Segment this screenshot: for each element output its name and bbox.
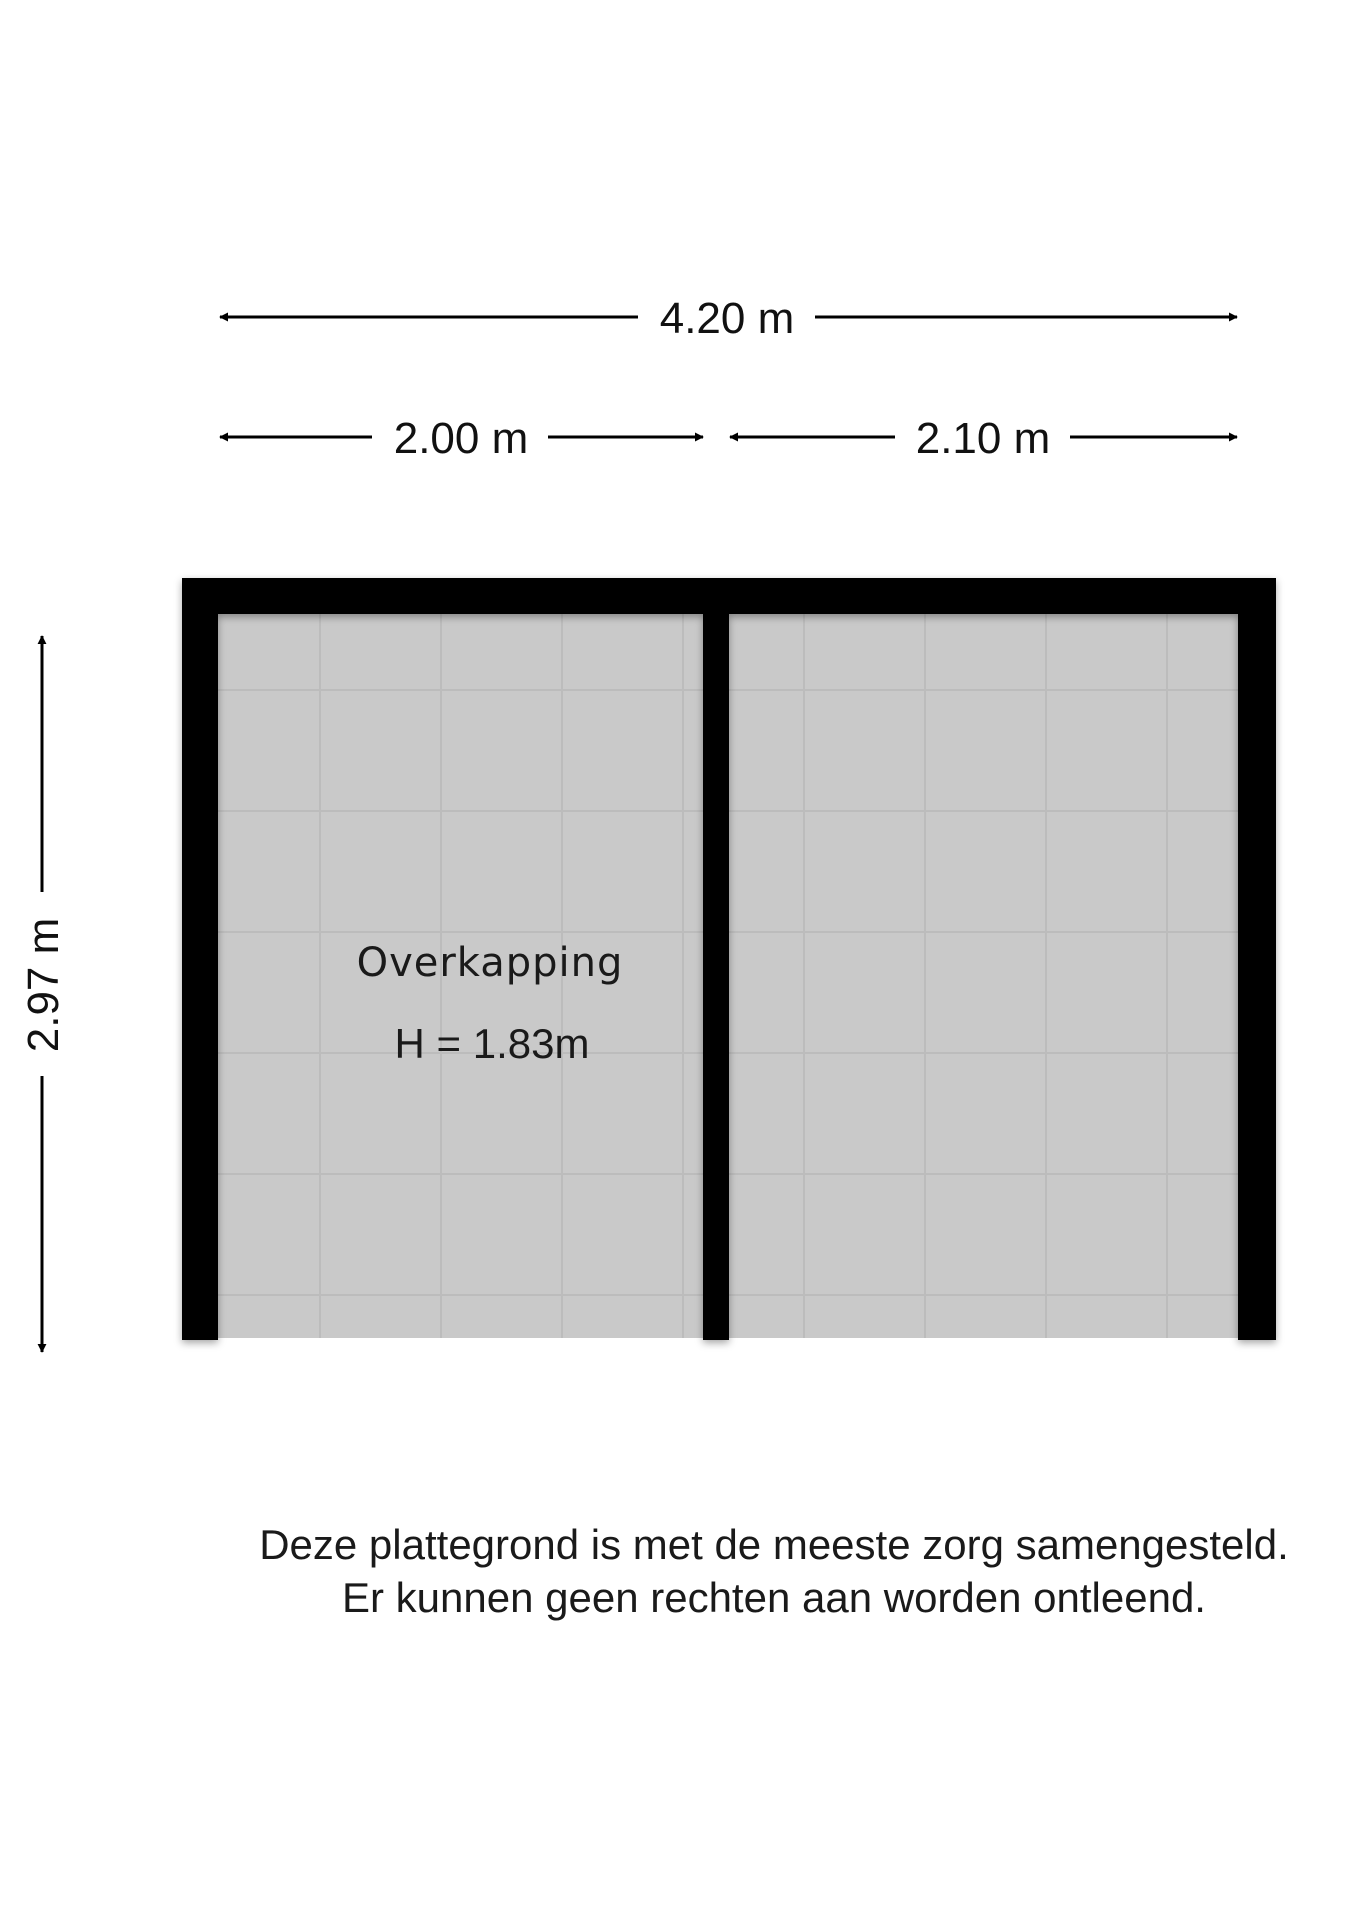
right-width-label: 2.10 m — [915, 414, 1051, 463]
right-wall — [1238, 578, 1276, 1340]
right-width-dimension — [730, 414, 1237, 463]
left-width-dimension — [220, 414, 703, 463]
room-height: H = 1.83m — [394, 1020, 590, 1067]
disclaimer — [0, 1518, 1358, 1624]
left-width-label: 2.00 m — [393, 414, 529, 463]
disclaimer-line-2: Er kunnen geen rechten aan worden ontleend. — [342, 1574, 1206, 1621]
left-wall — [182, 578, 218, 1340]
middle-wall — [703, 578, 729, 1340]
height-dimension — [19, 636, 68, 1352]
total-width-label: 4.20 m — [659, 294, 795, 343]
disclaimer-line-1: Deze plattegrond is met de meeste zorg samengesteld. — [259, 1521, 1289, 1568]
height-label: 2.97 m — [19, 917, 68, 1053]
total-width-dimension — [220, 294, 1237, 343]
room-name: Overkapping — [356, 940, 624, 986]
